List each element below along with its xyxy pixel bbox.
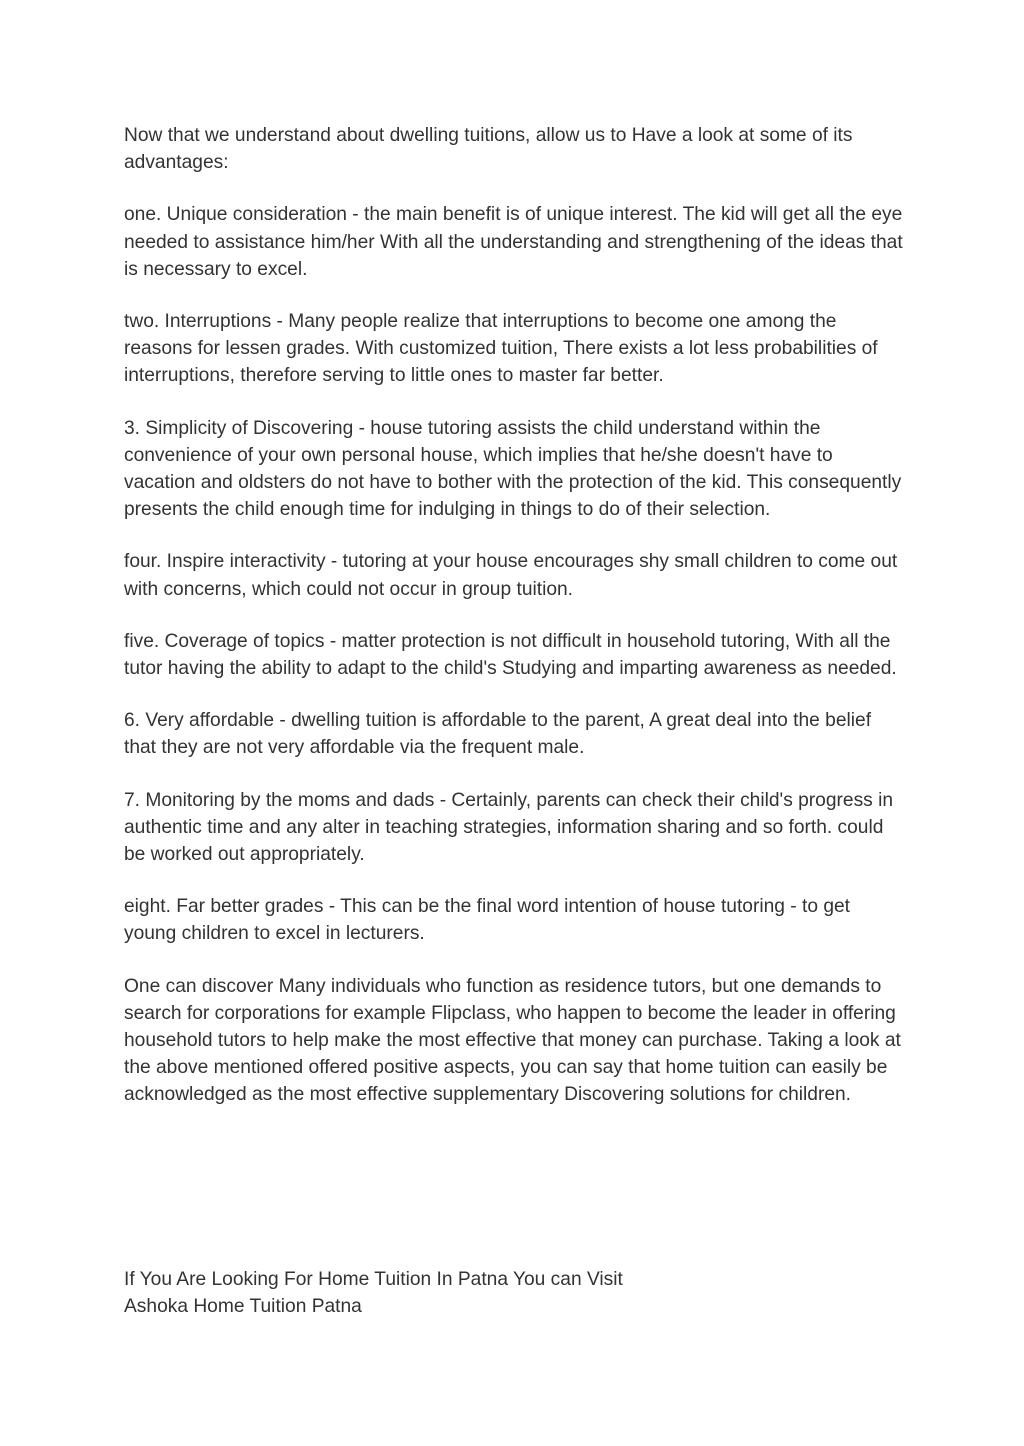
paragraph-better-grades: eight. Far better grades - This can be the final word intention of house tutoring - to get young children to excel in lecturers. [124, 896, 850, 945]
paragraph-interruptions: two. Interruptions - Many people realize that interruptions to become one among the reasons for lessen grades. With customized tuition, There exists a lot less probabilities of interruptions, therefore serving to little ones to master far better. [124, 311, 878, 387]
paragraph-intro: Now that we understand about dwelling tuitions, allow us to Have a look at some of its advantages: [124, 125, 853, 174]
closing-section [124, 1266, 904, 1320]
document-body [124, 122, 904, 1134]
paragraph-unique-consideration: one. Unique consideration - the main benefit is of unique interest. The kid will get all the eye needed to assistance him/her With all the understanding and strengthening of the ideas that is necessary to excel. [124, 204, 903, 280]
paragraph-coverage: five. Coverage of topics - matter protection is not difficult in household tutoring, With all the tutor having the ability to adapt to the child's Studying and imparting awareness as needed. [124, 630, 897, 680]
paragraph-simplicity: 3. Simplicity of Discovering - house tutoring assists the child understand within the convenience of your own personal house, which implies that he/she doesn't have to vacation and oldsters do not have to bother with the protection of the kid. This consequently presents the child enough time for indulging in things to do of their selection. [124, 417, 902, 521]
paragraph-monitoring: 7. Monitoring by the moms and dads - Certainly, parents can check their child's progress in authentic time and any alter in teaching strategies, information sharing and so forth. could be worked out appropriately. [124, 789, 894, 866]
paragraph-affordable: 6. Very affordable - dwelling tuition is affordable to the parent, A great deal into the belief that they are not very affordable via the frequent male. [124, 710, 872, 759]
paragraph-interactivity: four. Inspire interactivity - tutoring at your house encourages shy small children to come out with concerns, which could not occur in group tuition. [124, 551, 898, 600]
closing-link[interactable]: Ashoka Home Tuition Patna [124, 1296, 362, 1318]
paragraph-conclusion: One can discover Many individuals who function as residence tutors, but one demands to search for corporations for example Flipclass, who happen to become the leader in offering household tutors to help make the most effective that money can purchase. Taking a look at the above mentioned offered positive aspects, you can say that home tuition can easily be acknowledged as the most effective supplementary Discovering solutions for children. [124, 975, 901, 1106]
closing-line: If You Are Looking For Home Tuition In Patna You can Visit [124, 1269, 623, 1290]
